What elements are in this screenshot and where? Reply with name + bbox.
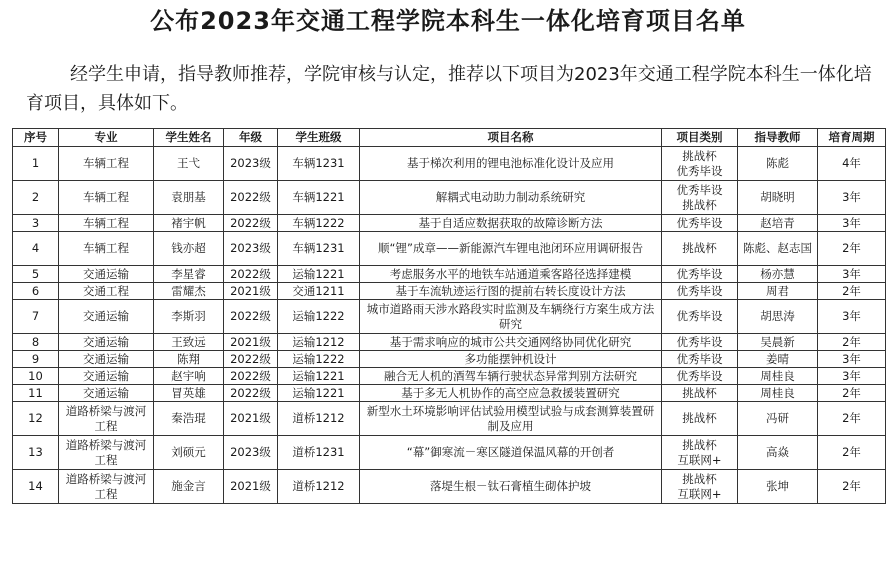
- grade-cell: 2022级: [224, 266, 278, 283]
- advisor-cell: 高焱: [738, 436, 818, 470]
- table-row: [13, 181, 886, 215]
- table-row: [13, 266, 886, 283]
- advisor-cell: 胡晓明: [738, 181, 818, 215]
- header-cell: 项目名称: [360, 129, 662, 147]
- table-row: [13, 147, 886, 181]
- student-name-cell: 王弋: [154, 147, 224, 181]
- header-cell: 项目类别: [662, 129, 738, 147]
- row-number: 5: [13, 266, 59, 283]
- major-cell: 车辆工程: [59, 232, 154, 266]
- project-name-cell: 基于多无人机协作的高空应急救援装置研究: [360, 385, 662, 402]
- category-cell: 优秀毕设: [662, 215, 738, 232]
- table-row: [13, 368, 886, 385]
- header-cell: 培育周期: [818, 129, 886, 147]
- header-cell: 序号: [13, 129, 59, 147]
- row-number: 6: [13, 283, 59, 300]
- major-cell: 交通运输: [59, 300, 154, 334]
- page-title: 公布2023年交通工程学院本科生一体化培育项目名单: [150, 7, 746, 35]
- table-row: [13, 470, 886, 504]
- grade-cell: 2023级: [224, 147, 278, 181]
- grade-cell: 2022级: [224, 181, 278, 215]
- advisor-cell: 陈彪、赵志国: [738, 232, 818, 266]
- period-cell: 3年: [818, 300, 886, 334]
- category-cell: 挑战杯 互联网+: [662, 470, 738, 504]
- major-cell: 交通运输: [59, 368, 154, 385]
- student-name-cell: 陈翔: [154, 351, 224, 368]
- category-cell: 挑战杯 优秀毕设: [662, 147, 738, 181]
- student-name-cell: 秦浩琨: [154, 402, 224, 436]
- grade-cell: 2023级: [224, 436, 278, 470]
- student-name-cell: 刘硕元: [154, 436, 224, 470]
- header-cell: 学生班级: [278, 129, 360, 147]
- class-cell: 道桥1212: [278, 470, 360, 504]
- row-number: 7: [13, 300, 59, 334]
- major-cell: 交通运输: [59, 334, 154, 351]
- project-name-cell: 解耦式电动助力制动系统研究: [360, 181, 662, 215]
- student-name-cell: 冒英雄: [154, 385, 224, 402]
- project-name-cell: 融合无人机的酒驾车辆行驶状态异常判别方法研究: [360, 368, 662, 385]
- student-name-cell: 李星睿: [154, 266, 224, 283]
- grade-cell: 2023级: [224, 232, 278, 266]
- advisor-cell: 赵培青: [738, 215, 818, 232]
- row-number: 10: [13, 368, 59, 385]
- grade-cell: 2021级: [224, 283, 278, 300]
- row-number: 14: [13, 470, 59, 504]
- class-cell: 车辆1222: [278, 215, 360, 232]
- advisor-cell: 周桂良: [738, 385, 818, 402]
- row-number: 2: [13, 181, 59, 215]
- category-cell: 优秀毕设: [662, 300, 738, 334]
- student-name-cell: 袁朋基: [154, 181, 224, 215]
- grade-cell: 2021级: [224, 470, 278, 504]
- grade-cell: 2022级: [224, 300, 278, 334]
- student-name-cell: 雷耀杰: [154, 283, 224, 300]
- table-row: [13, 232, 886, 266]
- major-cell: 交通运输: [59, 351, 154, 368]
- table-row: [13, 436, 886, 470]
- category-cell: 优秀毕设: [662, 334, 738, 351]
- project-name-cell: 基于梯次利用的锂电池标准化设计及应用: [360, 147, 662, 181]
- row-number: 8: [13, 334, 59, 351]
- advisor-cell: 杨亦慧: [738, 266, 818, 283]
- class-cell: 运输1221: [278, 385, 360, 402]
- grade-cell: 2021级: [224, 402, 278, 436]
- period-cell: 3年: [818, 351, 886, 368]
- major-cell: 道路桥梁与渡河工程: [59, 402, 154, 436]
- table-row: [13, 300, 886, 334]
- major-cell: 道路桥梁与渡河工程: [59, 470, 154, 504]
- grade-cell: 2022级: [224, 368, 278, 385]
- advisor-cell: 吴晨新: [738, 334, 818, 351]
- major-cell: 道路桥梁与渡河工程: [59, 436, 154, 470]
- project-name-cell: 城市道路雨天涉水路段实时监测及车辆绕行方案生成方法研究: [360, 300, 662, 334]
- category-cell: 挑战杯 互联网+: [662, 436, 738, 470]
- student-name-cell: 王致远: [154, 334, 224, 351]
- student-name-cell: 施金言: [154, 470, 224, 504]
- period-cell: 4年: [818, 147, 886, 181]
- advisor-cell: 张坤: [738, 470, 818, 504]
- table-row: [13, 215, 886, 232]
- category-cell: 挑战杯: [662, 402, 738, 436]
- category-cell: 优秀毕设: [662, 368, 738, 385]
- category-cell: 优秀毕设 挑战杯: [662, 181, 738, 215]
- class-cell: 运输1222: [278, 300, 360, 334]
- period-cell: 2年: [818, 334, 886, 351]
- project-name-cell: 基于需求响应的城市公共交通网络协同优化研究: [360, 334, 662, 351]
- table-row: [13, 334, 886, 351]
- table-body: [13, 147, 886, 504]
- project-name-cell: 基于自适应数据获取的故障诊断方法: [360, 215, 662, 232]
- student-name-cell: 钱亦超: [154, 232, 224, 266]
- header-cell: 指导教师: [738, 129, 818, 147]
- class-cell: 交通1211: [278, 283, 360, 300]
- table-row: [13, 385, 886, 402]
- major-cell: 车辆工程: [59, 181, 154, 215]
- category-cell: 挑战杯: [662, 232, 738, 266]
- category-cell: 优秀毕设: [662, 283, 738, 300]
- grade-cell: 2021级: [224, 334, 278, 351]
- period-cell: 2年: [818, 283, 886, 300]
- period-cell: 2年: [818, 436, 886, 470]
- period-cell: 3年: [818, 181, 886, 215]
- project-name-cell: 顺“锂”成章——新能源汽车锂电池闭环应用调研报告: [360, 232, 662, 266]
- grade-cell: 2022级: [224, 215, 278, 232]
- project-name-cell: 考虑服务水平的地铁车站通道乘客路径选择建模: [360, 266, 662, 283]
- advisor-cell: 姜晴: [738, 351, 818, 368]
- student-name-cell: 李斯羽: [154, 300, 224, 334]
- class-cell: 车辆1231: [278, 147, 360, 181]
- class-cell: 车辆1221: [278, 181, 360, 215]
- row-number: 9: [13, 351, 59, 368]
- row-number: 11: [13, 385, 59, 402]
- row-number: 12: [13, 402, 59, 436]
- student-name-cell: 赵宇响: [154, 368, 224, 385]
- intro-paragraph: [26, 60, 886, 118]
- project-name-cell: 多功能摆钟机设计: [360, 351, 662, 368]
- category-cell: 优秀毕设: [662, 266, 738, 283]
- row-number: 1: [13, 147, 59, 181]
- advisor-cell: 冯研: [738, 402, 818, 436]
- table-row: [13, 402, 886, 436]
- grade-cell: 2022级: [224, 385, 278, 402]
- period-cell: 2年: [818, 470, 886, 504]
- period-cell: 2年: [818, 402, 886, 436]
- advisor-cell: 周桂良: [738, 368, 818, 385]
- period-cell: 3年: [818, 215, 886, 232]
- table-header-row: [13, 129, 886, 147]
- header-cell: 学生姓名: [154, 129, 224, 147]
- period-cell: 3年: [818, 266, 886, 283]
- project-name-cell: 新型水土环境影响评估试验用模型试验与成套测算装置研制及应用: [360, 402, 662, 436]
- class-cell: 运输1212: [278, 334, 360, 351]
- class-cell: 运输1221: [278, 368, 360, 385]
- project-name-cell: 基于车流轨迹运行图的提前右转长度设计方法: [360, 283, 662, 300]
- major-cell: 车辆工程: [59, 215, 154, 232]
- advisor-cell: 周君: [738, 283, 818, 300]
- table-row: [13, 283, 886, 300]
- major-cell: 交通工程: [59, 283, 154, 300]
- advisor-cell: 胡思涛: [738, 300, 818, 334]
- project-name-cell: “幕”御寒流－寒区隧道保温风幕的开创者: [360, 436, 662, 470]
- grade-cell: 2022级: [224, 351, 278, 368]
- project-table: [12, 128, 886, 504]
- class-cell: 道桥1231: [278, 436, 360, 470]
- class-cell: 运输1222: [278, 351, 360, 368]
- period-cell: 3年: [818, 368, 886, 385]
- header-cell: 专业: [59, 129, 154, 147]
- category-cell: 优秀毕设: [662, 351, 738, 368]
- row-number: 13: [13, 436, 59, 470]
- major-cell: 交通运输: [59, 385, 154, 402]
- row-number: 4: [13, 232, 59, 266]
- project-name-cell: 落堤生根－钛石膏植生砌体护坡: [360, 470, 662, 504]
- table-row: [13, 351, 886, 368]
- header-cell: 年级: [224, 129, 278, 147]
- period-cell: 2年: [818, 232, 886, 266]
- major-cell: 车辆工程: [59, 147, 154, 181]
- class-cell: 运输1221: [278, 266, 360, 283]
- class-cell: 道桥1212: [278, 402, 360, 436]
- row-number: 3: [13, 215, 59, 232]
- major-cell: 交通运输: [59, 266, 154, 283]
- period-cell: 2年: [818, 385, 886, 402]
- category-cell: 挑战杯: [662, 385, 738, 402]
- intro-text: 经学生申请，指导教师推荐，学院审核与认定，推荐以下项目为2023年交通工程学院本科生一体化培育项目，具体如下。: [26, 64, 872, 114]
- advisor-cell: 陈彪: [738, 147, 818, 181]
- class-cell: 车辆1231: [278, 232, 360, 266]
- student-name-cell: 褚宇帆: [154, 215, 224, 232]
